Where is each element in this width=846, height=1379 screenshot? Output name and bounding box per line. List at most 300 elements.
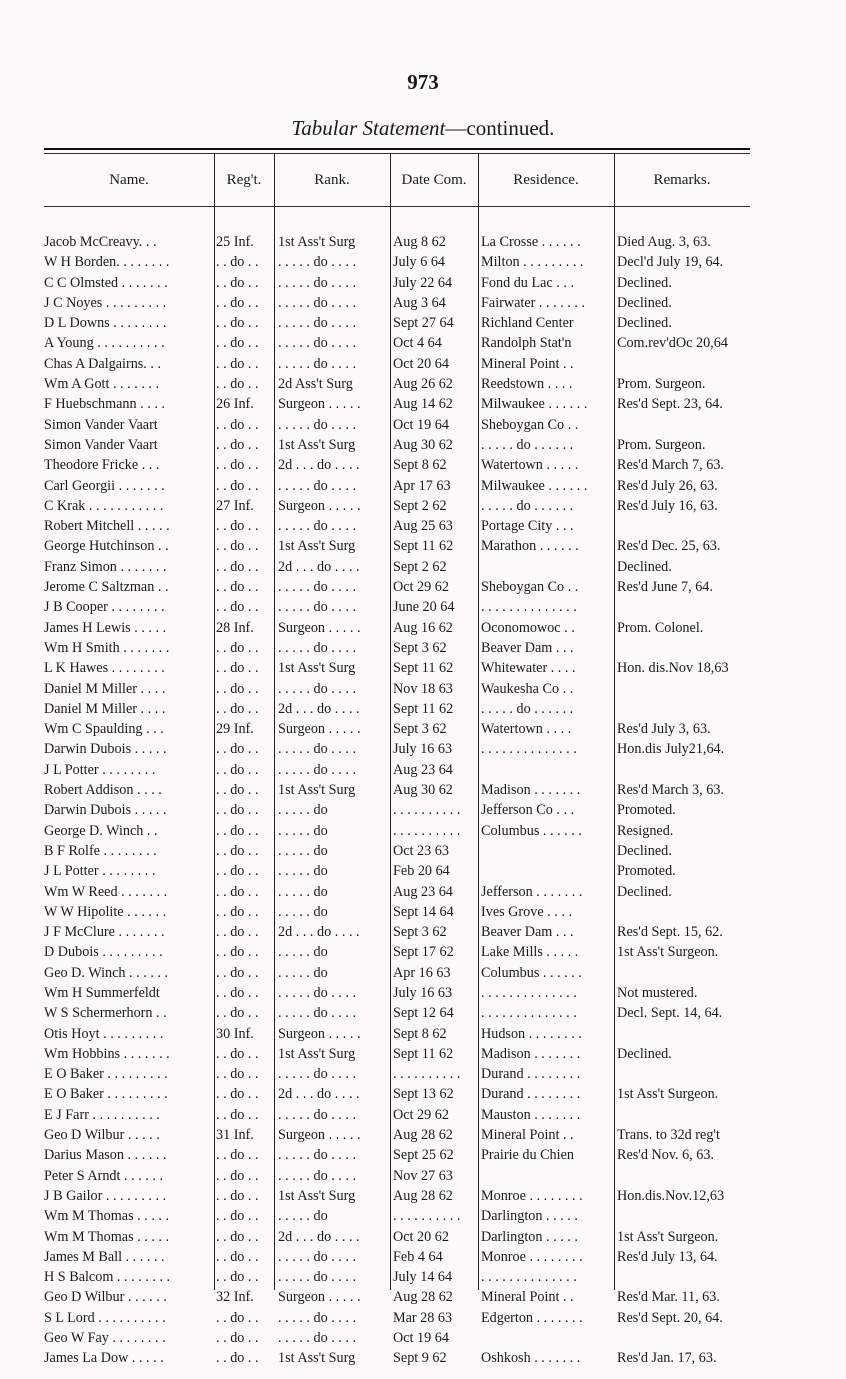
cell-remarks: Declined. [617,294,672,311]
cell-remarks: Res'd Mar. 11, 63. [617,1289,720,1306]
cell-remarks: Promoted. [617,863,676,880]
cell-date: Oct 4 64 [393,335,442,352]
cell-date: Aug 28 62 [393,1127,453,1144]
cell-remarks: Res'd Sept. 15, 62. [617,924,723,941]
table-row [44,1166,750,1186]
cell-residence: Richland Center [481,315,574,332]
cell-rank: . . . . . do . . . . [278,1269,357,1286]
cell-rank: Surgeon . . . . . [278,396,361,413]
cell-remarks: Hon. dis.Nov 18,63 [617,660,729,677]
cell-date: . . . . . . . . . . [393,1208,461,1225]
cell-regiment: . . do . . [216,538,259,555]
table-row [44,983,750,1003]
cell-regiment: . . do . . [216,1228,259,1245]
cell-regiment: . . do . . [216,274,259,291]
cell-residence: Darlington . . . . . [481,1208,578,1225]
cell-remarks: Res'd July 3, 63. [617,721,711,738]
cell-regiment: . . do . . [216,579,259,596]
cell-date: Oct 29 62 [393,579,449,596]
cell-remarks: Com.rev'dOc 20,64 [617,335,728,352]
cell-name: J L Potter . . . . . . . . [44,761,156,778]
cell-residence: Monroe . . . . . . . . [481,1187,583,1204]
cell-date: Aug 30 62 [393,436,453,453]
cell-regiment: . . do . . [216,1167,259,1184]
cell-remarks: Prom. Colonel. [617,619,704,636]
cell-rank: . . . . . do . . . . [278,1066,357,1083]
cell-rank: 1st Ass't Surg [278,538,356,555]
cell-name: Jacob McCreavy. . . [44,234,157,250]
cell-regiment: . . do . . [216,944,259,961]
table-row [44,557,750,577]
table-row [44,739,750,759]
cell-name: J C Noyes . . . . . . . . . [44,294,167,311]
cell-name: A Young . . . . . . . . . . [44,335,165,352]
cell-remarks: Resigned. [617,822,674,839]
cell-name: Geo D Wilbur . . . . . [44,1127,160,1144]
running-title [0,116,846,141]
cell-regiment: . . do . . [216,254,259,271]
cell-name: E O Baker . . . . . . . . . [44,1066,168,1083]
cell-name: E J Farr . . . . . . . . . . [44,1106,160,1123]
cell-regiment: . . do . . [216,335,259,352]
cell-date: Aug 30 62 [393,782,453,799]
cell-name: James H Lewis . . . . . [44,619,167,636]
cell-residence: Hudson . . . . . . . . [481,1025,582,1042]
cell-rank: 2d . . . do . . . . [278,1228,360,1245]
cell-residence: . . . . . . . . . . . . . . [481,984,577,1001]
cell-date: Apr 16 63 [393,964,451,981]
cell-name: Wm M Thomas . . . . . [44,1228,170,1245]
cell-rank: . . . . . do [278,944,328,961]
cell-rank: . . . . . do . . . . [278,1330,357,1347]
cell-remarks: Res'd Nov. 6, 63. [617,1147,715,1164]
cell-residence: Whitewater . . . . [481,660,576,677]
cell-regiment: . . do . . [216,680,259,697]
cell-regiment: . . do . . [216,376,259,393]
cell-regiment: . . do . . [216,924,259,941]
table-row [44,800,750,820]
cell-regiment: . . do . . [216,1045,259,1062]
cell-date: Sept 12 64 [393,1005,454,1022]
cell-residence: Reedstown . . . . [481,376,573,393]
cell-regiment: . . do . . [216,436,259,453]
cell-name: F Huebschmann . . . . [44,396,165,413]
cell-regiment: . . do . . [216,477,259,494]
cell-regiment: . . do . . [216,1269,259,1286]
cell-residence: . . . . . . . . . . . . . . [481,599,577,616]
header-residence: Residence. [513,172,579,188]
cell-regiment: . . do . . [216,1248,259,1265]
table-top-rule-thin [44,153,750,154]
table-row [44,1247,750,1267]
cell-rank: Surgeon . . . . . [278,1289,361,1306]
cell-date: Sept 8 62 [393,457,447,474]
table-row [44,1084,750,1104]
cell-name: Otis Hoyt . . . . . . . . . [44,1025,164,1042]
cell-regiment: . . do . . [216,863,259,880]
cell-remarks: Declined. [617,883,672,900]
cell-date: Sept 11 62 [393,1045,454,1062]
cell-remarks: Res'd Sept. 20, 64. [617,1309,723,1326]
table-row [44,374,750,394]
cell-regiment: 31 Inf. [216,1127,254,1144]
cell-name: Wm C Spaulding . . . [44,721,164,738]
cell-rank: . . . . . do . . . . [278,1147,357,1164]
cell-rank: . . . . . do . . . . [278,518,357,535]
cell-regiment: . . do . . [216,416,259,433]
cell-rank: 1st Ass't Surg [278,1045,356,1062]
cell-name: Darwin Dubois . . . . . [44,802,167,819]
cell-regiment: . . do . . [216,903,259,920]
cell-rank: 1st Ass't Surg [278,234,356,250]
cell-rank: . . . . . do . . . . [278,355,357,372]
table-row [44,1227,750,1247]
table-row [44,435,750,455]
cell-residence: . . . . . do . . . . . . [481,700,574,717]
table-row [44,1145,750,1165]
cell-rank: . . . . . do . . . . [278,477,357,494]
table-row [44,1287,750,1307]
cell-residence: . . . . . . . . . . . . . . [481,1269,577,1286]
cell-rank: . . . . . do . . . . [278,416,357,433]
table-row [44,1105,750,1125]
cell-rank: 1st Ass't Surg [278,660,356,677]
cell-name: George D. Winch . . [44,822,158,839]
cell-name: D Dubois . . . . . . . . . [44,944,163,961]
cell-date: July 14 64 [393,1269,453,1286]
cell-rank: . . . . . do [278,903,328,920]
cell-regiment: . . do . . [216,741,259,758]
cell-residence: Edgerton . . . . . . . [481,1309,583,1326]
running-title-italic: Tabular Statement [291,116,446,140]
cell-residence: Milwaukee . . . . . . [481,396,588,413]
cell-name: Chas A Dalgairns. . . [44,355,162,372]
cell-name: Carl Georgii . . . . . . . [44,477,165,494]
cell-date: Aug 28 62 [393,1289,453,1306]
cell-name: Daniel M Miller . . . . [44,680,166,697]
cell-date: Sept 2 62 [393,497,447,514]
cell-remarks: Declined. [617,274,672,291]
cell-date: Nov 18 63 [393,680,453,697]
cell-date: Oct 19 64 [393,416,449,433]
cell-date: Oct 23 63 [393,842,449,859]
cell-residence: Columbus . . . . . . [481,964,582,981]
cell-remarks: Prom. Surgeon. [617,376,706,393]
table-row [44,1125,750,1145]
cell-rank: . . . . . do . . . . [278,335,357,352]
cell-date: Sept 25 62 [393,1147,454,1164]
cell-name: James La Dow . . . . . [44,1350,164,1367]
cell-name: J B Cooper . . . . . . . . [44,599,165,616]
table-row [44,415,750,435]
table-row [44,1348,750,1368]
cell-regiment: . . do . . [216,639,259,656]
cell-date: Nov 27 63 [393,1167,453,1184]
cell-date: Aug 16 62 [393,619,453,636]
cell-residence: . . . . . . . . . . . . . . [481,1005,577,1022]
cell-date: Aug 8 62 [393,234,446,250]
cell-date: Oct 20 62 [393,1228,449,1245]
table-row [44,516,750,536]
cell-rank: 1st Ass't Surg [278,782,356,799]
cell-regiment: 28 Inf. [216,619,254,636]
cell-regiment: . . do . . [216,518,259,535]
cell-name: W S Schermerhorn . . [44,1005,167,1022]
cell-rank: . . . . . do [278,802,328,819]
cell-regiment: . . do . . [216,822,259,839]
cell-residence: Madison . . . . . . . [481,782,581,799]
cell-rank: . . . . . do . . . . [278,680,357,697]
table-row [44,942,750,962]
cell-residence: Oshkosh . . . . . . . [481,1350,581,1367]
cell-residence: . . . . . do . . . . . . [481,436,574,453]
cell-name: Geo W Fay . . . . . . . . [44,1330,166,1347]
running-title-rest: —continued. [445,116,555,140]
table-row [44,536,750,556]
table-row [44,618,750,638]
cell-name: Simon Vander Vaart [44,436,158,453]
cell-regiment: 32 Inf. [216,1289,254,1306]
table-row [44,658,750,678]
cell-residence: Mineral Point . . [481,1127,574,1144]
table-row [44,232,750,252]
cell-rank: 2d . . . do . . . . [278,457,360,474]
table-row [44,252,750,272]
cell-regiment: . . do . . [216,700,259,717]
cell-date: Aug 25 63 [393,518,453,535]
cell-remarks: Not mustered. [617,984,698,1001]
cell-date: Sept 27 64 [393,315,454,332]
cell-regiment: . . do . . [216,964,259,981]
cell-remarks: Promoted. [617,802,676,819]
table-row [44,841,750,861]
cell-regiment: . . do . . [216,558,259,575]
cell-name: Geo D Wilbur . . . . . . [44,1289,167,1306]
cell-regiment: . . do . . [216,660,259,677]
cell-remarks: Declined. [617,1045,672,1062]
table-row [44,902,750,922]
table-row [44,1308,750,1328]
cell-date: Aug 23 64 [393,761,453,778]
cell-regiment: . . do . . [216,457,259,474]
cell-regiment: . . do . . [216,984,259,1001]
cell-remarks: Died Aug. 3, 63. [617,234,711,250]
cell-residence: Mineral Point . . [481,1289,574,1306]
header-rule [44,206,750,207]
table-row [44,333,750,353]
cell-date: Sept 9 62 [393,1350,447,1367]
cell-residence: Mauston . . . . . . . [481,1106,581,1123]
cell-name: Theodore Fricke . . . [44,457,160,474]
cell-regiment: 27 Inf. [216,497,254,514]
cell-remarks: Res'd March 3, 63. [617,782,724,799]
cell-rank: . . . . . do [278,842,328,859]
cell-regiment: 26 Inf. [216,396,254,413]
cell-residence: Watertown . . . . [481,721,572,738]
cell-rank: 2d . . . do . . . . [278,1086,360,1103]
cell-residence: Beaver Dam . . . [481,924,574,941]
cell-residence: Oconomowoc . . [481,619,575,636]
table-row [44,1064,750,1084]
cell-rank: . . . . . do . . . . [278,294,357,311]
table-row [44,273,750,293]
cell-name: Daniel M Miller . . . . [44,700,166,717]
cell-remarks: Res'd March 7, 63. [617,457,724,474]
table-row [44,1267,750,1287]
cell-remarks: Res'd July 16, 63. [617,497,718,514]
cell-regiment: 30 Inf. [216,1025,254,1042]
cell-residence: Lake Mills . . . . . [481,944,579,961]
cell-name: J B Gailor . . . . . . . . . [44,1187,167,1204]
cell-residence: . . . . . . . . . . . . . . [481,741,577,758]
cell-rank: . . . . . do . . . . [278,741,357,758]
cell-remarks: 1st Ass't Surgeon. [617,1086,719,1103]
cell-name: Robert Addison . . . . [44,782,162,799]
cell-date: Sept 3 62 [393,639,447,656]
table-row [44,313,750,333]
cell-regiment: . . do . . [216,1106,259,1123]
cell-residence: Beaver Dam . . . [481,639,574,656]
cell-name: Wm A Gott . . . . . . . [44,376,160,393]
table-row [44,1186,750,1206]
cell-remarks: Res'd Sept. 23, 64. [617,396,723,413]
cell-rank: . . . . . do [278,883,328,900]
cell-rank: . . . . . do . . . . [278,1106,357,1123]
cell-residence: Waukesha Co . . [481,680,574,697]
cell-rank: 1st Ass't Surg [278,1187,356,1204]
cell-date: Aug 28 62 [393,1187,453,1204]
cell-rank: . . . . . do . . . . [278,274,357,291]
cell-rank: . . . . . do . . . . [278,1005,357,1022]
cell-regiment: . . do . . [216,883,259,900]
cell-rank: . . . . . do [278,964,328,981]
cell-residence: Durand . . . . . . . . [481,1086,581,1103]
cell-rank: Surgeon . . . . . [278,721,361,738]
cell-name: D L Downs . . . . . . . . [44,315,167,332]
table-row [44,1206,750,1226]
table-row [44,922,750,942]
cell-residence: Durand . . . . . . . . [481,1066,581,1083]
cell-name: James M Ball . . . . . . [44,1248,165,1265]
cell-remarks: Res'd Jan. 17, 63. [617,1350,717,1367]
cell-remarks: Res'd July 26, 63. [617,477,718,494]
table-row [44,577,750,597]
cell-name: W H Borden. . . . . . . . [44,254,170,271]
cell-name: Robert Mitchell . . . . . [44,518,170,535]
cell-residence: Jefferson Co . . . [481,802,575,819]
cell-residence: . . . . . do . . . . . . [481,497,574,514]
cell-residence: Fairwater . . . . . . . [481,294,586,311]
cell-regiment: . . do . . [216,1086,259,1103]
cell-rank: . . . . . do . . . . [278,599,357,616]
cell-name: W W Hipolite . . . . . . [44,903,167,920]
cell-date: Feb 20 64 [393,863,450,880]
table-row [44,1024,750,1044]
cell-date: Sept 13 62 [393,1086,454,1103]
table-row [44,861,750,881]
table-row [44,354,750,374]
cell-remarks: Prom. Surgeon. [617,436,706,453]
table-row [44,496,750,516]
table-row [44,882,750,902]
cell-rank: . . . . . do . . . . [278,1309,357,1326]
table-row [44,760,750,780]
cell-name: Wm Hobbins . . . . . . . [44,1045,170,1062]
cell-rank: . . . . . do . . . . [278,579,357,596]
cell-date: July 16 63 [393,984,453,1001]
cell-remarks: Res'd Dec. 25, 63. [617,538,721,555]
cell-rank: . . . . . do . . . . [278,254,357,271]
cell-rank: . . . . . do [278,1208,328,1225]
table-row [44,455,750,475]
cell-regiment: . . do . . [216,1005,259,1022]
cell-remarks: Hon.dis.Nov.12,63 [617,1187,725,1204]
table-body [44,232,750,1369]
cell-date: Mar 28 63 [393,1309,453,1326]
cell-remarks: Trans. to 32d reg't [617,1127,720,1144]
cell-residence: Prairie du Chien [481,1147,574,1164]
cell-date: . . . . . . . . . . [393,802,461,819]
cell-regiment: . . do . . [216,802,259,819]
cell-remarks: Declined. [617,558,672,575]
cell-name: S L Lord . . . . . . . . . . [44,1309,166,1326]
cell-regiment: . . do . . [216,842,259,859]
cell-date: July 6 64 [393,254,446,271]
cell-name: H S Balcom . . . . . . . . [44,1269,171,1286]
cell-residence: La Crosse . . . . . . [481,234,581,250]
cell-date: Oct 20 64 [393,355,449,372]
cell-name: J L Potter . . . . . . . . [44,863,156,880]
table-row [44,476,750,496]
cell-date: Feb 4 64 [393,1248,443,1265]
cell-residence: Sheboygan Co . . [481,416,579,433]
cell-rank: Surgeon . . . . . [278,497,361,514]
cell-name: Wm W Reed . . . . . . . [44,883,168,900]
cell-rank: Surgeon . . . . . [278,619,361,636]
cell-rank: 2d . . . do . . . . [278,700,360,717]
cell-regiment: . . do . . [216,1147,259,1164]
cell-date: Sept 17 62 [393,944,454,961]
cell-date: Sept 8 62 [393,1025,447,1042]
cell-name: Jerome C Saltzman . . [44,579,169,596]
cell-regiment: . . do . . [216,315,259,332]
cell-rank: . . . . . do . . . . [278,639,357,656]
cell-residence: Mineral Point . . [481,355,574,372]
cell-date: Aug 3 64 [393,294,446,311]
cell-rank: 1st Ass't Surg [278,436,356,453]
cell-remarks: Decl'd July 19, 64. [617,254,724,271]
cell-regiment: 29 Inf. [216,721,254,738]
cell-name: Wm H Smith . . . . . . . [44,639,170,656]
cell-regiment: . . do . . [216,1208,259,1225]
cell-date: Apr 17 63 [393,477,451,494]
cell-date: July 16 63 [393,741,453,758]
cell-regiment: 25 Inf. [216,234,254,250]
table-row [44,394,750,414]
cell-residence: Watertown . . . . . [481,457,579,474]
cell-name: Darius Mason . . . . . . [44,1147,167,1164]
cell-residence: Sheboygan Co . . [481,579,579,596]
cell-date: Sept 14 64 [393,903,454,920]
table-row [44,719,750,739]
cell-rank: 2d . . . do . . . . [278,924,360,941]
cell-rank: . . . . . do . . . . [278,1248,357,1265]
cell-name: Simon Vander Vaart [44,416,158,433]
table-row [44,638,750,658]
table-top-rule [44,148,750,150]
cell-regiment: . . do . . [216,1330,259,1347]
table-row [44,821,750,841]
